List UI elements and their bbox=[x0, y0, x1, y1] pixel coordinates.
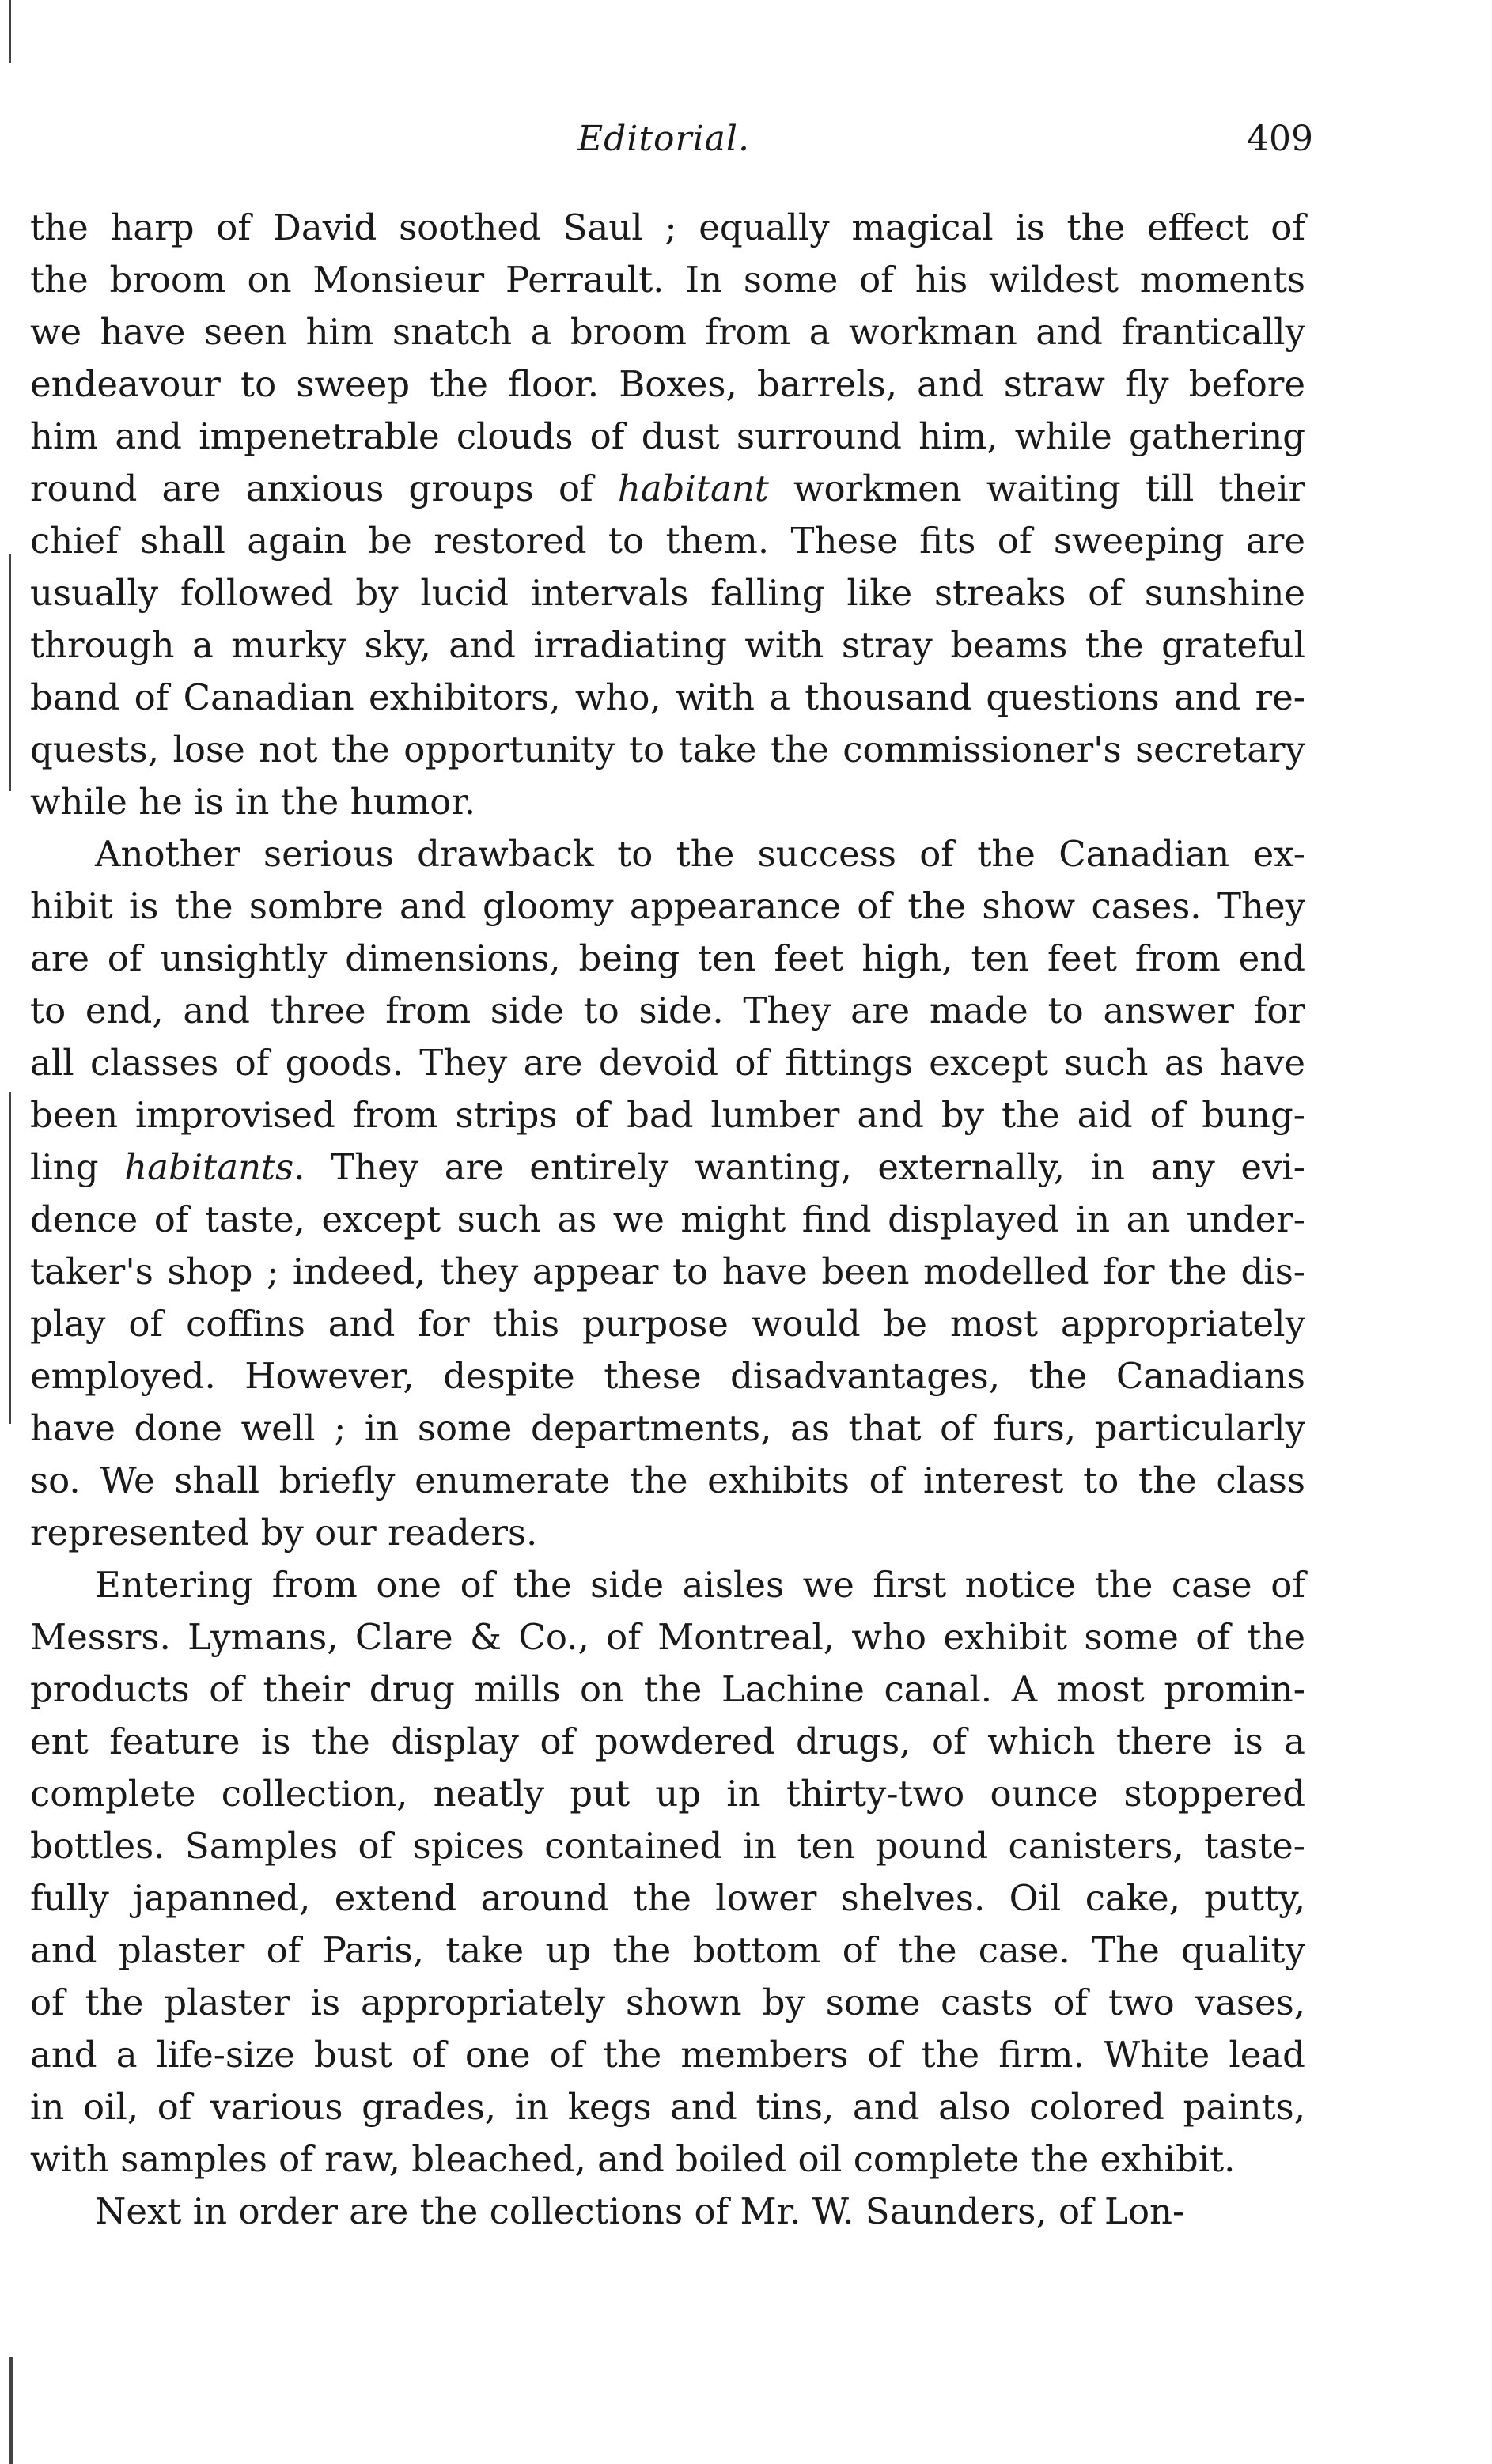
text-line: complete collection, neatly put up in thirty-two ounce stoppered bbox=[30, 1773, 1305, 1815]
text-line: play of coffins and for this purpose would be most appropriately bbox=[30, 1303, 1305, 1345]
text-line: dence of taste, except such as we might find displayed in an under- bbox=[30, 1198, 1305, 1240]
text-line: employed. However, despite these disadvantages, the Canadians bbox=[30, 1355, 1305, 1397]
text-line: all classes of goods. They are devoid of fittings except such as have bbox=[30, 1042, 1305, 1084]
text-line: ent feature is the display of powdered drugs, of which there is a bbox=[30, 1720, 1305, 1762]
page-number: 409 bbox=[1247, 119, 1313, 159]
text-line: chief shall again be restored to them. These fits of sweeping are bbox=[30, 520, 1305, 562]
text-line: in oil, of various grades, in kegs and tins, and also colored paints, bbox=[30, 2086, 1305, 2128]
running-head bbox=[32, 119, 1313, 174]
text-line: Entering from one of the side aisles we first notice the case of bbox=[95, 1564, 1305, 1606]
text-line: been improvised from strips of bad lumber and by the aid of bung- bbox=[30, 1094, 1305, 1136]
text-line: the harp of David soothed Saul ; equally magical is the effect of bbox=[30, 206, 1305, 248]
text-line: hibit is the sombre and gloomy appearance of the show cases. They bbox=[30, 885, 1305, 927]
text-line: through a murky sky, and irradiating with stray beams the grateful bbox=[30, 624, 1305, 666]
text-line: taker's shop ; indeed, they appear to have been modelled for the dis- bbox=[30, 1251, 1305, 1293]
text-line: Another serious drawback to the success of the Canadian ex- bbox=[95, 833, 1305, 875]
text-line: with samples of raw, bleached, and boiled oil complete the exhibit. bbox=[30, 2138, 1236, 2180]
text-column bbox=[30, 202, 1305, 2238]
text-line: fully japanned, extend around the lower shelves. Oil cake, putty, bbox=[30, 1877, 1305, 1919]
text-line: Next in order are the collections of Mr. W. Saunders, of Lon- bbox=[95, 2190, 1185, 2232]
text-line: and a life-size bust of one of the members of the firm. White lead bbox=[30, 2034, 1305, 2076]
text-line: and plaster of Paris, take up the bottom of the case. The quality bbox=[30, 1929, 1305, 1971]
running-title: Editorial. bbox=[577, 119, 750, 159]
text-line: ling habitants. They are entirely wanting, externally, in any evi- bbox=[30, 1146, 1305, 1188]
paragraph bbox=[30, 202, 1305, 828]
text-line: round are anxious groups of habitant workmen waiting till their bbox=[30, 467, 1305, 509]
text-line: the broom on Monsieur Perrault. In some of his wildest moments bbox=[30, 259, 1305, 301]
text-line: him and impenetrable clouds of dust surround him, while gathering bbox=[30, 415, 1305, 457]
text-line: endeavour to sweep the floor. Boxes, barrels, and straw fly before bbox=[30, 363, 1305, 405]
text-line: of the plaster is appropriately shown by some casts of two vases, bbox=[30, 1981, 1305, 2023]
paragraph bbox=[30, 2186, 1305, 2238]
paragraph bbox=[30, 828, 1305, 1559]
text-line: are of unsightly dimensions, being ten feet high, ten feet from end bbox=[30, 937, 1305, 979]
text-line: represented by our readers. bbox=[30, 1512, 538, 1554]
paragraph bbox=[30, 1559, 1305, 2186]
text-line: so. We shall briefly enumerate the exhibits of interest to the class bbox=[30, 1459, 1305, 1501]
text-line: Messrs. Lymans, Clare & Co., of Montreal, who exhibit some of the bbox=[30, 1616, 1305, 1658]
text-line: products of their drug mills on the Lachine canal. A most promin- bbox=[30, 1668, 1305, 1710]
text-line: we have seen him snatch a broom from a workman and frantically bbox=[30, 311, 1305, 353]
text-line: usually followed by lucid intervals falling like streaks of sunshine bbox=[30, 572, 1305, 614]
text-line: bottles. Samples of spices contained in ten pound canisters, taste- bbox=[30, 1825, 1305, 1867]
italic-term: habitant bbox=[617, 467, 769, 509]
italic-term: habitants bbox=[124, 1146, 294, 1188]
text-line: band of Canadian exhibitors, who, with a thousand questions and re- bbox=[30, 676, 1305, 718]
text-line: to end, and three from side to side. They are made to answer for bbox=[30, 990, 1305, 1031]
text-line: quests, lose not the opportunity to take the commissioner's secretary bbox=[30, 729, 1305, 770]
text-line: while he is in the humor. bbox=[30, 781, 476, 823]
binding-edge bbox=[0, 0, 24, 2464]
text-line: have done well ; in some departments, as that of furs, particularly bbox=[30, 1407, 1305, 1449]
